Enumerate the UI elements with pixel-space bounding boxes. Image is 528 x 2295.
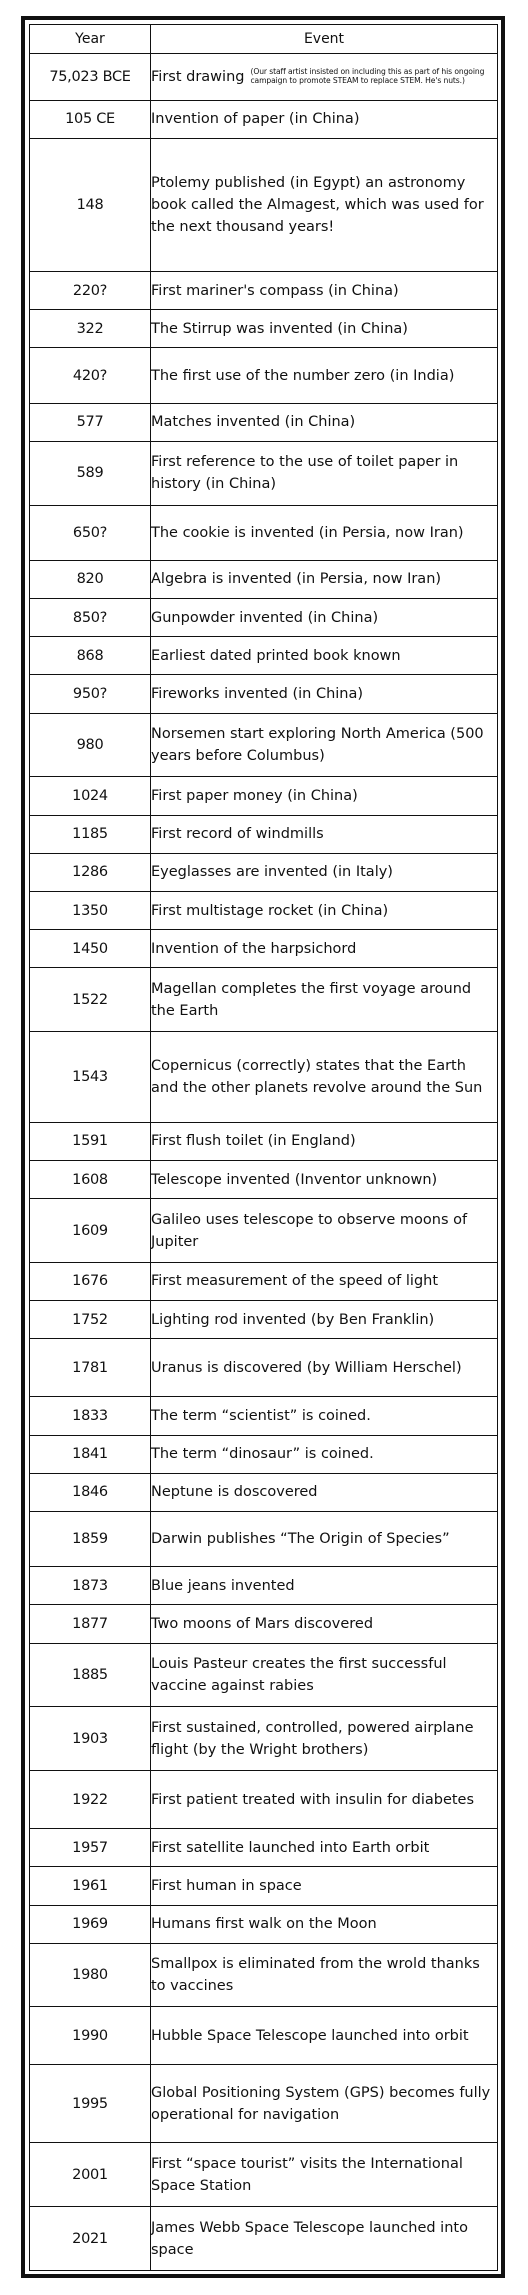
event-cell: Gunpowder invented (in China) (151, 598, 498, 636)
artist-note: (Our staff artist insisted on including this as part of his ongoing campaign to promote STEAM to replace STEM. He's nuts.) (250, 67, 485, 85)
table-row (30, 2065, 498, 2143)
table-row (30, 560, 498, 598)
year-cell: 1522 (30, 968, 151, 1032)
year-cell: 1846 (30, 1473, 151, 1511)
event-cell: First measurement of the speed of light (151, 1262, 498, 1300)
year-cell: 1980 (30, 1943, 151, 2007)
timeline-body (30, 54, 498, 2271)
year-cell: 420? (30, 348, 151, 403)
event-cell: The term “scientist” is coined. (151, 1397, 498, 1435)
event-cell: Telescope invented (Inventor unknown) (151, 1160, 498, 1198)
event-cell: The first use of the number zero (in India) (151, 348, 498, 403)
event-cell: Invention of the harpsichord (151, 930, 498, 968)
event-cell: James Webb Space Telescope launched into space (151, 2207, 498, 2271)
table-row (30, 1301, 498, 1339)
year-cell: 2001 (30, 2143, 151, 2207)
table-row (30, 1567, 498, 1605)
table-row (30, 1339, 498, 1397)
table-row (30, 1397, 498, 1435)
year-cell: 850? (30, 598, 151, 636)
table-row (30, 271, 498, 309)
year-cell: 650? (30, 505, 151, 560)
year-cell: 577 (30, 403, 151, 441)
event-cell: Smallpox is eliminated from the wrold thanks to vaccines (151, 1943, 498, 2007)
event-cell (151, 54, 498, 101)
year-cell: 1024 (30, 777, 151, 815)
event-cell: First human in space (151, 1867, 498, 1905)
event-cell: First record of windmills (151, 815, 498, 853)
table-row (30, 930, 498, 968)
table-row (30, 138, 498, 271)
event-cell: Hubble Space Telescope launched into orbit (151, 2007, 498, 2065)
year-cell: 2021 (30, 2207, 151, 2271)
table-row (30, 1707, 498, 1771)
event-cell: Norsemen start exploring North America (500 years before Columbus) (151, 713, 498, 777)
event-cell: Lighting rod invented (by Ben Franklin) (151, 1301, 498, 1339)
year-cell: 220? (30, 271, 151, 309)
year-cell: 589 (30, 441, 151, 505)
table-row (30, 1829, 498, 1867)
year-cell: 1609 (30, 1199, 151, 1263)
event-with-note (151, 66, 497, 88)
year-cell: 980 (30, 713, 151, 777)
table-row (30, 100, 498, 138)
event-header: Event (151, 25, 498, 54)
table-row (30, 1771, 498, 1829)
year-cell: 1591 (30, 1122, 151, 1160)
event-cell: First multistage rocket (in China) (151, 891, 498, 929)
event-cell: Earliest dated printed book known (151, 637, 498, 675)
table-row (30, 1435, 498, 1473)
event-cell: Galileo uses telescope to observe moons of Jupiter (151, 1199, 498, 1263)
year-cell: 1885 (30, 1643, 151, 1707)
year-cell: 1833 (30, 1397, 151, 1435)
table-row (30, 968, 498, 1032)
year-cell: 1877 (30, 1605, 151, 1643)
year-cell: 950? (30, 675, 151, 713)
table-row (30, 505, 498, 560)
year-cell: 148 (30, 138, 151, 271)
year-cell: 1957 (30, 1829, 151, 1867)
event-cell: First “space tourist” visits the International Space Station (151, 2143, 498, 2207)
year-cell: 1969 (30, 1905, 151, 1943)
event-cell: First flush toilet (in England) (151, 1122, 498, 1160)
year-cell: 1752 (30, 1301, 151, 1339)
year-cell: 1608 (30, 1160, 151, 1198)
year-cell: 820 (30, 560, 151, 598)
year-cell: 1185 (30, 815, 151, 853)
table-row (30, 1867, 498, 1905)
year-cell: 1781 (30, 1339, 151, 1397)
event-cell: The Stirrup was invented (in China) (151, 310, 498, 348)
year-cell: 1961 (30, 1867, 151, 1905)
event-cell: Fireworks invented (in China) (151, 675, 498, 713)
table-row (30, 310, 498, 348)
table-row (30, 1262, 498, 1300)
event-cell: Invention of paper (in China) (151, 100, 498, 138)
event-cell: Eyeglasses are invented (in Italy) (151, 853, 498, 891)
table-row (30, 637, 498, 675)
event-cell: Humans first walk on the Moon (151, 1905, 498, 1943)
event-cell: First paper money (in China) (151, 777, 498, 815)
table-row (30, 815, 498, 853)
event-text: First drawing (151, 68, 245, 85)
event-cell: Algebra is invented (in Persia, now Iran) (151, 560, 498, 598)
table-row (30, 1643, 498, 1707)
table-row (30, 1943, 498, 2007)
table-row (30, 403, 498, 441)
table-row (30, 598, 498, 636)
event-cell: Darwin publishes “The Origin of Species” (151, 1511, 498, 1566)
event-cell: The term “dinosaur” is coined. (151, 1435, 498, 1473)
event-cell: Global Positioning System (GPS) becomes fully operational for navigation (151, 2065, 498, 2143)
event-cell: First mariner's compass (in China) (151, 271, 498, 309)
year-cell: 1995 (30, 2065, 151, 2143)
year-cell: 1286 (30, 853, 151, 891)
event-cell: The cookie is invented (in Persia, now Iran) (151, 505, 498, 560)
event-cell: Two moons of Mars discovered (151, 1605, 498, 1643)
event-cell: Matches invented (in China) (151, 403, 498, 441)
year-header: Year (30, 25, 151, 54)
table-row (30, 441, 498, 505)
event-cell: Neptune is doscovered (151, 1473, 498, 1511)
table-row (30, 2207, 498, 2271)
table-row (30, 1473, 498, 1511)
year-cell: 1990 (30, 2007, 151, 2065)
event-cell: Louis Pasteur creates the first successful vaccine against rabies (151, 1643, 498, 1707)
table-row (30, 777, 498, 815)
table-row (30, 2007, 498, 2065)
year-cell: 1859 (30, 1511, 151, 1566)
table-row (30, 1032, 498, 1123)
timeline-table (29, 24, 498, 2271)
year-cell: 322 (30, 310, 151, 348)
table-row (30, 2143, 498, 2207)
year-cell: 1873 (30, 1567, 151, 1605)
event-cell: First sustained, controlled, powered airplane flight (by the Wright brothers) (151, 1707, 498, 1771)
event-cell: Uranus is discovered (by William Herschel) (151, 1339, 498, 1397)
event-cell: Blue jeans invented (151, 1567, 498, 1605)
table-row (30, 713, 498, 777)
year-cell: 868 (30, 637, 151, 675)
event-cell: Ptolemy published (in Egypt) an astronomy book called the Almagest, which was used for the next thousand years! (151, 138, 498, 271)
table-row (30, 1122, 498, 1160)
year-cell: 75,023 BCE (30, 54, 151, 101)
table-row (30, 1605, 498, 1643)
table-row (30, 1160, 498, 1198)
header-row (30, 25, 498, 54)
table-row (30, 1905, 498, 1943)
event-cell: First patient treated with insulin for diabetes (151, 1771, 498, 1829)
event-cell: First reference to the use of toilet paper in history (in China) (151, 441, 498, 505)
year-cell: 1841 (30, 1435, 151, 1473)
year-cell: 1543 (30, 1032, 151, 1123)
table-row (30, 54, 498, 101)
event-cell: Copernicus (correctly) states that the Earth and the other planets revolve around the Sun (151, 1032, 498, 1123)
year-cell: 105 CE (30, 100, 151, 138)
year-cell: 1922 (30, 1771, 151, 1829)
table-row (30, 1199, 498, 1263)
table-row (30, 891, 498, 929)
event-cell: First satellite launched into Earth orbit (151, 1829, 498, 1867)
year-cell: 1350 (30, 891, 151, 929)
event-cell: Magellan completes the first voyage around the Earth (151, 968, 498, 1032)
year-cell: 1903 (30, 1707, 151, 1771)
table-row (30, 348, 498, 403)
year-cell: 1450 (30, 930, 151, 968)
year-cell: 1676 (30, 1262, 151, 1300)
table-row (30, 1511, 498, 1566)
table-row (30, 853, 498, 891)
table-row (30, 675, 498, 713)
